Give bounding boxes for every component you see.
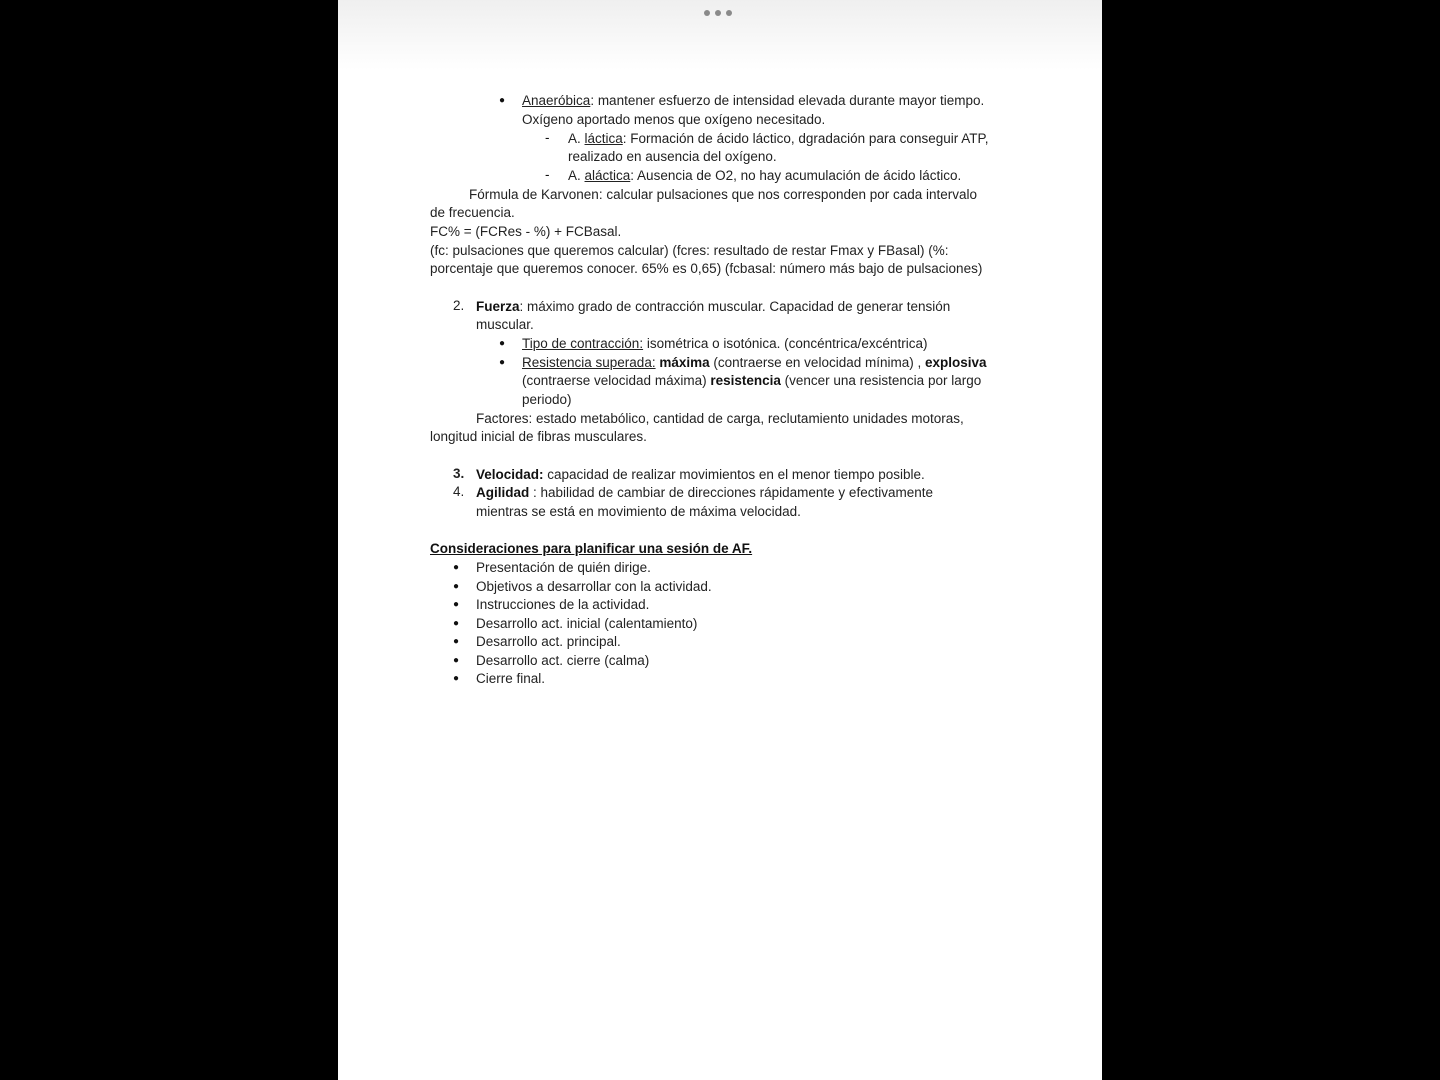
list-item: Instrucciones de la actividad.: [476, 597, 650, 612]
bullet-icon: ●: [453, 562, 460, 573]
list-number: 2.: [453, 298, 465, 313]
bullet-icon: ●: [453, 618, 460, 629]
bullet-icon: ●: [453, 636, 460, 647]
list-item: Cierre final.: [476, 671, 546, 686]
karvonen-formula: FC% = (FCRes - %) + FCBasal.: [430, 224, 622, 239]
list-item: Presentación de quién dirige.: [476, 560, 651, 575]
list-item: Desarrollo act. principal.: [476, 634, 621, 649]
bullet-icon: ●: [453, 673, 460, 684]
agilidad-line: Agilidad : habilidad de cambiar de direcciones rápidamente y efectivamente: [476, 485, 933, 500]
anaerobica-line: Anaeróbica: mantener esfuerzo de intensidad elevada durante mayor tiempo.: [522, 93, 985, 108]
factores-line-2: longitud inicial de fibras musculares.: [430, 429, 647, 444]
velocidad-line: Velocidad: capacidad de realizar movimientos en el menor tiempo posible.: [476, 467, 925, 482]
resistencia-line: Resistencia superada: máxima (contraerse en velocidad mínima) , explosiva: [522, 355, 987, 370]
agilidad-line-2: mientras se está en movimiento de máxima velocidad.: [476, 504, 801, 519]
bullet-icon: ●: [453, 655, 460, 666]
karvonen-line-1: Fórmula de Karvonen: calcular pulsaciones que nos corresponden por cada intervalo: [469, 187, 978, 202]
list-item: Desarrollo act. cierre (calma): [476, 653, 650, 668]
document-page[interactable]: [338, 0, 1102, 1080]
karvonen-legend-1: (fc: pulsaciones que queremos calcular) (fcres: resultado de restar Fmax y FBasal) (%:: [430, 243, 949, 258]
bullet-icon: ●: [453, 581, 460, 592]
dash-icon: -: [545, 167, 550, 182]
list-number: 4.: [453, 484, 465, 499]
bullet-icon: ●: [499, 95, 506, 106]
resistencia-line-2: (contraerse velocidad máxima) resistencia (vencer una resistencia por largo: [522, 373, 982, 388]
fuerza-line: Fuerza: máximo grado de contracción muscular. Capacidad de generar tensión: [476, 299, 951, 314]
list-item: Objetivos a desarrollar con la actividad.: [476, 579, 712, 594]
alactica-line: A. aláctica: Ausencia de O2, no hay acumulación de ácido láctico.: [568, 168, 962, 183]
anaerobica-line-2: Oxígeno aportado menos que oxígeno necesitado.: [522, 112, 826, 127]
lactica-line: A. láctica: Formación de ácido láctico, dgradación para conseguir ATP,: [568, 131, 989, 146]
consideraciones-heading: Consideraciones para planificar una sesión de AF.: [430, 541, 753, 556]
list-number: 3.: [453, 466, 465, 481]
resistencia-line-3: periodo): [522, 392, 572, 407]
more-options-icon[interactable]: [704, 10, 732, 16]
anaerobica-label: Anaeróbica: [522, 93, 591, 108]
karvonen-legend-2: porcentaje que queremos conocer. 65% es 0,65) (fcbasal: número más bajo de pulsaciones): [430, 261, 983, 276]
karvonen-line-2: de frecuencia.: [430, 205, 515, 220]
tipo-contraccion-line: Tipo de contracción: isométrica o isotónica. (concéntrica/excéntrica): [522, 336, 928, 351]
dash-icon: -: [545, 130, 550, 145]
lactica-line-2: realizado en ausencia del oxígeno.: [568, 149, 777, 164]
bullet-icon: ●: [453, 599, 460, 610]
fuerza-line-2: muscular.: [476, 317, 534, 332]
bullet-icon: ●: [499, 338, 506, 349]
list-item: Desarrollo act. inicial (calentamiento): [476, 616, 698, 631]
bullet-icon: ●: [499, 357, 506, 368]
factores-line-1: Factores: estado metabólico, cantidad de carga, reclutamiento unidades motoras,: [476, 411, 964, 426]
